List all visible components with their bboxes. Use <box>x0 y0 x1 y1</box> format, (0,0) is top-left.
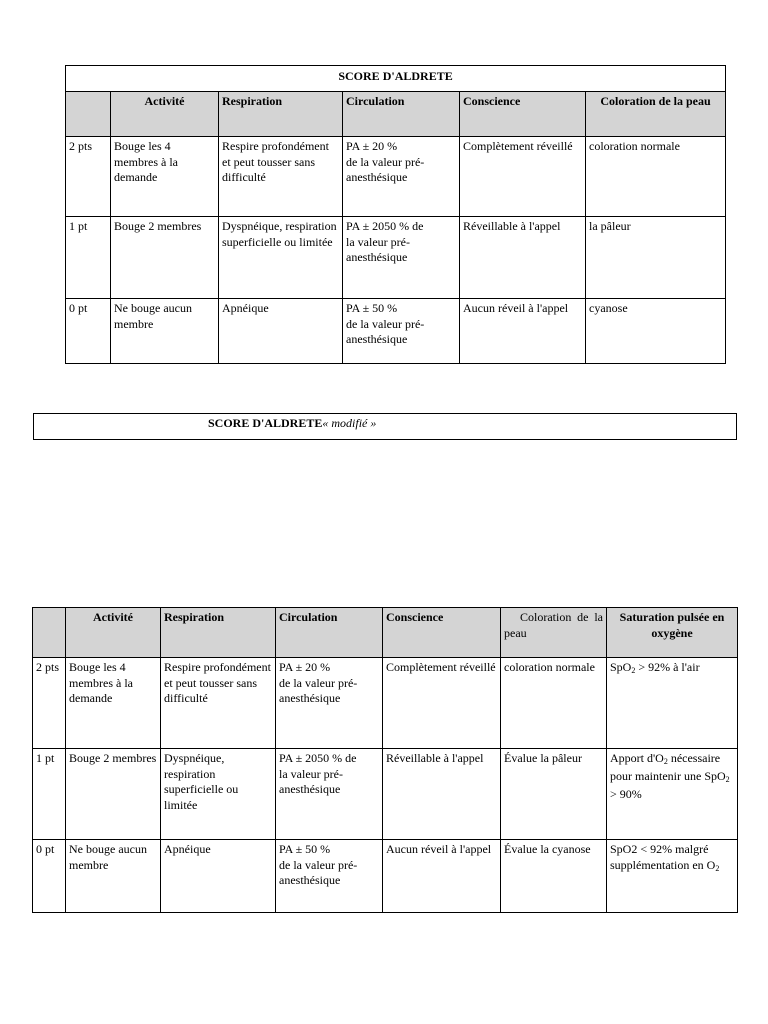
saturation-text: SpO <box>610 660 632 674</box>
activite-cell: Bouge les 4 membres à la demande <box>111 137 219 217</box>
header-activite: Activité <box>66 608 161 658</box>
conscience-cell: Aucun réveil à l'appel <box>460 299 586 364</box>
conscience-cell: Réveillable à l'appel <box>383 749 501 840</box>
activite-cell: Bouge 2 membres <box>111 217 219 299</box>
table-row <box>33 840 738 913</box>
score-cell: 2 pts <box>66 137 111 217</box>
header-circulation: Circulation <box>343 92 460 137</box>
header-coloration: Coloration de la peau <box>501 608 607 658</box>
score-cell: 2 pts <box>33 658 66 749</box>
table-header-row <box>66 92 726 137</box>
activite-cell: Ne bouge aucun membre <box>111 299 219 364</box>
score-cell: 0 pt <box>33 840 66 913</box>
circulation-line-2: de la valeur pré-anesthésique <box>346 154 425 184</box>
circulation-line-2: de la valeur pré-anesthésique <box>279 675 358 705</box>
header-circulation: Circulation <box>276 608 383 658</box>
table-row <box>66 299 726 364</box>
subscript: 2 <box>725 775 730 784</box>
saturation-cell <box>607 749 738 840</box>
circulation-line-2: la valeur pré-anesthésique <box>279 766 343 796</box>
header-empty <box>33 608 66 658</box>
circulation-cell <box>276 658 383 749</box>
header-respiration: Respiration <box>219 92 343 137</box>
coloration-cell: coloration normale <box>501 658 607 749</box>
circulation-line-1: PA ± 50 % <box>346 301 398 315</box>
subscript: 2 <box>631 666 636 675</box>
saturation-text: Apport d'O <box>610 751 664 765</box>
header-activite: Activité <box>111 92 219 137</box>
modified-score-title-suffix: « modifié » <box>322 416 377 430</box>
score-cell: 0 pt <box>66 299 111 364</box>
subscript: 2 <box>663 757 668 766</box>
subscript: 2 <box>715 863 720 873</box>
conscience-cell: Réveillable à l'appel <box>460 217 586 299</box>
circulation-line-2: de la valeur pré-anesthésique <box>279 857 358 887</box>
table-row <box>66 217 726 299</box>
score-cell: 1 pt <box>33 749 66 840</box>
saturation-text: SpO2 < 92% malgré supplémentation en O <box>610 842 716 872</box>
circulation-cell <box>343 299 460 364</box>
circulation-cell <box>276 840 383 913</box>
coloration-cell: cyanose <box>586 299 726 364</box>
modified-aldrete-score-table <box>32 607 738 913</box>
table-row <box>33 749 738 840</box>
circulation-line-1: PA ± 50 % <box>279 842 331 856</box>
saturation-text: nécessaire pour maintenir une <box>610 751 721 783</box>
modified-score-title-main: SCORE D'ALDRETE <box>208 416 323 430</box>
respiration-cell: Respire profondément et peut tousser sans difficulté <box>161 658 276 749</box>
header-conscience: Conscience <box>460 92 586 137</box>
circulation-line-1: PA ± 20 % <box>279 660 331 674</box>
conscience-cell: Complètement réveillé <box>383 658 501 749</box>
header-respiration: Respiration <box>161 608 276 658</box>
table-row <box>66 137 726 217</box>
saturation-cell <box>607 840 738 913</box>
score-cell: 1 pt <box>66 217 111 299</box>
modified-score-title <box>208 416 376 431</box>
circulation-line-2: la valeur pré-anesthésique <box>346 234 410 264</box>
coloration-cell: Évalue la pâleur <box>501 749 607 840</box>
conscience-cell: Complètement réveillé <box>460 137 586 217</box>
circulation-line-1: PA ± 2050 % de <box>279 751 357 765</box>
activite-cell: Bouge 2 membres <box>66 749 161 840</box>
coloration-cell: la pâleur <box>586 217 726 299</box>
saturation-text: > 92% à l'air <box>635 660 700 674</box>
table-title: SCORE D'ALDRETE <box>66 66 726 92</box>
circulation-line-1: PA ± 20 % <box>346 139 398 153</box>
saturation-text: SpO <box>704 769 726 783</box>
circulation-cell <box>343 137 460 217</box>
modified-score-title-box <box>33 413 737 440</box>
circulation-line-2: de la valeur pré-anesthésique <box>346 316 425 346</box>
header-saturation: Saturation pulsée en oxygène <box>607 608 738 658</box>
header-coloration: Coloration de la peau <box>586 92 726 137</box>
coloration-cell: Évalue la cyanose <box>501 840 607 913</box>
header-empty <box>66 92 111 137</box>
respiration-cell: Dyspnéique, respiration superficielle ou limitée <box>161 749 276 840</box>
circulation-line-1: PA ± 2050 % de <box>346 219 424 233</box>
circulation-cell <box>343 217 460 299</box>
respiration-cell: Respire profondément et peut tousser sans difficulté <box>219 137 343 217</box>
activite-cell: Bouge les 4 membres à la demande <box>66 658 161 749</box>
coloration-cell: coloration normale <box>586 137 726 217</box>
saturation-text: > 90% <box>610 787 642 801</box>
circulation-cell <box>276 749 383 840</box>
saturation-cell <box>607 658 738 749</box>
respiration-cell: Apnéique <box>161 840 276 913</box>
conscience-cell: Aucun réveil à l'appel <box>383 840 501 913</box>
header-conscience: Conscience <box>383 608 501 658</box>
table-header-row <box>33 608 738 658</box>
respiration-cell: Apnéique <box>219 299 343 364</box>
respiration-cell: Dyspnéique, respiration superficielle ou limitée <box>219 217 343 299</box>
activite-cell: Ne bouge aucun membre <box>66 840 161 913</box>
table-row <box>33 658 738 749</box>
aldrete-score-table <box>65 65 726 364</box>
